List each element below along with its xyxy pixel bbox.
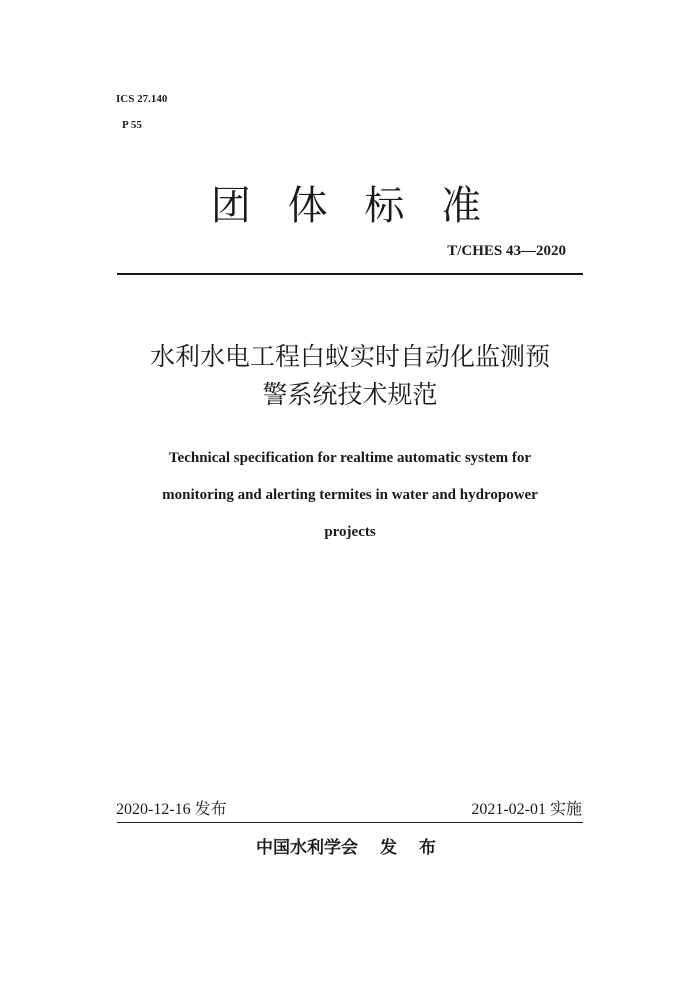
chinese-title-line-1: 水利水电工程白蚁实时自动化监测预 bbox=[149, 342, 550, 371]
standard-type-heading: 团 体 标 准 bbox=[210, 183, 494, 229]
publisher-line bbox=[0, 836, 700, 860]
bottom-divider bbox=[117, 822, 583, 823]
publisher-name: 中国水利学会 bbox=[256, 838, 359, 858]
ccs-code: P 55 bbox=[122, 119, 142, 131]
top-divider bbox=[117, 273, 583, 275]
ics-code: ICS 27.140 bbox=[116, 93, 168, 105]
chinese-title bbox=[0, 338, 700, 414]
english-title-line-1: Technical specification for realtime automatic system for bbox=[168, 450, 532, 466]
english-title-line-2: monitoring and alerting termites in water and hydropower bbox=[162, 487, 538, 503]
chinese-title-line-2: 警系统技术规范 bbox=[262, 380, 438, 409]
implementation-date: 2021-02-01 实施 bbox=[471, 801, 582, 818]
publish-verb: 发 布 bbox=[380, 838, 444, 858]
issue-date: 2020-12-16 发布 bbox=[116, 801, 227, 818]
standard-number: T/CHES 43—2020 bbox=[447, 243, 566, 259]
english-title-line-3: projects bbox=[324, 524, 376, 540]
english-title bbox=[0, 440, 700, 551]
